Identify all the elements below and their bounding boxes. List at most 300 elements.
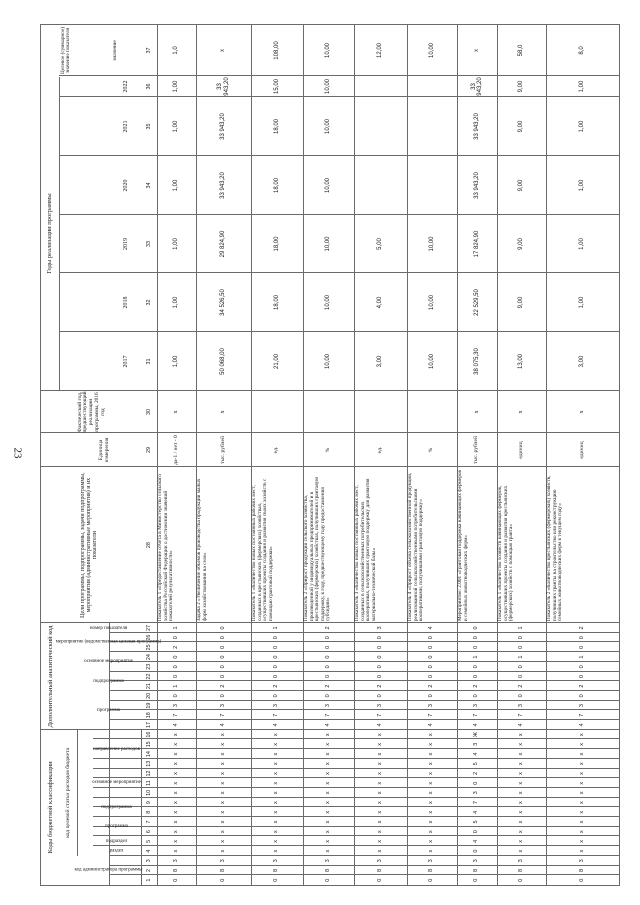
code-cell: х (578, 791, 585, 795)
fact-cell (303, 391, 354, 433)
code-cell: 5 (473, 762, 480, 766)
target-article-header: код целевой статьи расходов бюджета (65, 747, 72, 838)
code-cell: 0 (324, 636, 331, 640)
year-value-2022: 33 943,20 (470, 77, 483, 96)
code-cell: 0 (376, 645, 383, 649)
indicator-num-header (61, 623, 155, 633)
column-number: 18 (146, 712, 153, 719)
code-cell: 0 (324, 878, 331, 882)
column-number: 27 (146, 624, 153, 631)
budget-codes-header: Коды бюджетной классификации (46, 761, 54, 854)
column-number: 24 (146, 654, 153, 661)
code-cell: х (324, 781, 331, 785)
code-cell: 4 (473, 752, 480, 756)
target-value-cell: 12,00 (377, 43, 384, 59)
code-cell: 0 (428, 674, 435, 679)
code-cell: 0 (473, 878, 480, 882)
fact-cell (407, 391, 457, 433)
code-cell: х (219, 830, 226, 834)
year-value-2021: 9,00 (518, 120, 525, 133)
code-cell: х (273, 762, 280, 766)
code-cell: 5 (473, 820, 480, 824)
code-cell: х (172, 752, 179, 756)
code-cell: х (172, 801, 179, 804)
year-value-2020 (407, 156, 457, 215)
code-cell: 2 (578, 684, 585, 688)
code-cell: 3 (473, 704, 480, 708)
code-cell: х (324, 791, 331, 795)
code-cell: 0 (517, 674, 524, 679)
code-cell: 0 (578, 665, 585, 669)
code-cell: 0 (172, 878, 179, 882)
code-cell: х (578, 849, 585, 853)
program2-header (61, 691, 155, 730)
year-value-2020 (354, 156, 407, 215)
column-number: 4 (146, 849, 153, 853)
year-value-2017: 38 075,30 (473, 348, 480, 375)
code-cell: 4 (473, 723, 480, 727)
code-cell: 0 (428, 645, 435, 649)
code-cell: 0 (578, 645, 585, 649)
code-cell: 0 (273, 674, 280, 679)
code-cell: 4 (428, 723, 435, 727)
column-number: 6 (146, 830, 153, 834)
column-number: 21 (146, 683, 153, 690)
column-number: 23 (146, 663, 153, 670)
column-number: 35 (146, 123, 153, 130)
code-cell: 3 (324, 704, 331, 708)
code-cell: х (324, 762, 331, 766)
code-cell: х (517, 772, 524, 775)
subevent-header-text: мероприятие (ведомственная целевая программа) (55, 640, 161, 646)
code-cell: 0 (517, 665, 524, 669)
code-cell: х (219, 820, 226, 824)
code-cell: 0 (219, 626, 226, 630)
code-cell: х (517, 820, 524, 824)
code-cell: х (273, 830, 280, 834)
code-cell: х (578, 752, 585, 756)
unit-cell: тыс. рублей (219, 436, 226, 464)
code-cell: х (376, 733, 383, 737)
year-value-2019: 10,00 (325, 236, 332, 252)
code-cell: 8 (219, 868, 226, 873)
code-cell: 4 (172, 723, 179, 727)
year-value-2022: 33 943,20 (217, 77, 230, 96)
year-value-2018: 4,00 (377, 296, 384, 309)
code-cell: х (219, 752, 226, 756)
year-value-2018: 22 529,50 (473, 289, 480, 316)
code-cell: 0 (172, 636, 179, 640)
code-cell: х (219, 791, 226, 795)
code-cell: 7 (172, 713, 179, 717)
unit-cell: да-1 / нет - 0 (172, 435, 179, 465)
code-cell: х (376, 752, 383, 756)
code-cell: 0 (376, 674, 383, 679)
year-value-2019: 1,00 (579, 238, 586, 250)
code-cell: 0 (219, 655, 226, 659)
code-cell: 4 (219, 723, 226, 727)
code-cell: 0 (324, 665, 331, 669)
target-value-header: Целевое (суммарное) значение показателя (59, 27, 71, 74)
code-cell: х (578, 781, 585, 785)
code-cell: х (273, 810, 280, 814)
year-value-2018: 10,00 (325, 295, 332, 311)
code-cell: х (428, 752, 435, 756)
indicator-num-header-text: номер показателя (89, 625, 127, 631)
code-cell: 0 (578, 674, 585, 679)
indicator-name: Показатель 2 «Количество крестьянских (фермерских) хозяйств, получивших гранты на строительство или реконструкцию семейных животноводческих ферм в текущем году» (546, 475, 564, 622)
code-cell: х (219, 733, 226, 737)
code-cell: х (324, 849, 331, 853)
year-value-2022: 15,00 (273, 79, 280, 95)
code-cell: х (324, 820, 331, 824)
code-cell: 2 (473, 684, 480, 688)
code-cell: 2 (517, 684, 524, 688)
code-cell: 3 (428, 859, 435, 863)
code-cell: 0 (517, 694, 524, 698)
year-value-2018: 10,00 (428, 295, 435, 311)
code-cell: 3 (172, 859, 179, 863)
code-cell: х (172, 820, 179, 824)
unit-cell: % (324, 447, 331, 453)
code-cell: 0 (428, 694, 435, 698)
column-number: 8 (146, 810, 153, 814)
code-cell: 0 (428, 655, 435, 659)
code-cell: х (376, 839, 383, 843)
code-cell: 7 (376, 713, 383, 717)
years-divider (59, 77, 60, 391)
code-cell: 8 (517, 868, 524, 873)
code-cell: 4 (473, 839, 480, 843)
year-value-2019: 29 824,90 (220, 230, 227, 258)
code-cell: х (219, 839, 226, 843)
code-cell: х (517, 801, 524, 804)
code-cell: 0 (473, 674, 480, 679)
code-cell: х (376, 830, 383, 834)
code-cell: х (376, 742, 383, 746)
code-cell: 1 (172, 626, 179, 630)
year-value-2018: 18,00 (273, 295, 280, 311)
code-cell: 0 (324, 645, 331, 649)
code-cell: х (428, 849, 435, 853)
unit-cell: ед. (273, 446, 280, 454)
indicator-name: Показатель 1 «Количество хозяйств начинающих фермеров, осуществивших проекты создания и развития крестьянских (фермерских) хозяйств с помощью гранта» (497, 485, 515, 622)
code-cell: 3 (219, 859, 226, 863)
code-cell: 0 (324, 655, 331, 659)
code-cell: х (376, 810, 383, 814)
column-number: 31 (146, 358, 153, 365)
code-cell: х (172, 810, 179, 814)
code-cell: х (376, 781, 383, 785)
year-value-2020: 18,00 (273, 178, 280, 194)
code-cell: 0 (324, 694, 331, 698)
code-cell: 7 (219, 713, 226, 717)
column-number: 3 (146, 859, 153, 863)
code-cell: х (324, 830, 331, 834)
year-value-2021: 33 943,20 (220, 113, 227, 140)
code-cell: 7 (273, 713, 280, 717)
column-number: 25 (146, 644, 153, 651)
code-cell: х (578, 762, 585, 766)
code-cell: 0 (219, 878, 226, 882)
code-cell: 3 (324, 859, 331, 863)
code-cell: х (273, 820, 280, 824)
code-cell: х (428, 801, 435, 804)
code-cell: х (517, 830, 524, 834)
year-value-2020: 10,00 (325, 178, 332, 194)
year-value-2022: 1,00 (173, 80, 180, 93)
column-number: 5 (146, 839, 153, 843)
code-cell: х (324, 752, 331, 756)
column-number: 28 (146, 542, 153, 549)
indicator-name: Показатель 1 «Предоставление отчета в Министерство сельского хозяйства Российской Федерации о достижении значений показателей результативности» (157, 474, 175, 622)
year-value-2018: 1,00 (173, 296, 180, 309)
code-cell: х (376, 762, 383, 766)
code-cell: х (517, 849, 524, 853)
unit-cell: единиц (517, 441, 524, 459)
year-value-2022: 9,00 (518, 80, 525, 93)
year-value-2022: 10,00 (325, 79, 332, 95)
unit-cell: % (428, 447, 435, 453)
code-cell: 0 (428, 636, 435, 640)
column-number: 34 (146, 182, 153, 189)
code-cell: х (219, 801, 226, 804)
year-value-2019: 1,00 (173, 238, 180, 250)
direction-header-text: направление расходов (92, 746, 140, 752)
column-number: 1 (146, 878, 153, 882)
year-value-2020: 33 943,20 (220, 172, 227, 199)
year-value-2017: 50 068,00 (220, 348, 227, 375)
code-cell: 0 (273, 645, 280, 649)
value-header: значение (112, 40, 119, 61)
code-cell: х (219, 742, 226, 746)
code-cell: 8 (273, 868, 280, 873)
code-cell: 0 (517, 878, 524, 882)
fact-cell: х (473, 410, 480, 414)
year-value-2017: 13,00 (518, 354, 525, 370)
code-cell: 7 (578, 713, 585, 717)
code-cell: 0 (273, 655, 280, 659)
admin-header-text: код администратора программы (73, 867, 143, 873)
code-cell: 3 (473, 859, 480, 863)
year-header-2021: 2021 (122, 120, 129, 133)
code-cell: 0 (273, 636, 280, 640)
code-cell: х (172, 733, 179, 737)
column-number: 10 (146, 789, 153, 796)
code-cell: х (219, 781, 226, 785)
unit-cell: тыс. рублей (473, 436, 480, 464)
code-cell: 1 (517, 655, 524, 659)
column-number: 2 (146, 868, 153, 872)
subevent-header (55, 633, 161, 652)
code-cell: 7 (473, 801, 480, 805)
code-cell: х (578, 820, 585, 824)
target-value-cell: 10,00 (325, 43, 332, 59)
code-cell: х (172, 849, 179, 853)
year-value-2018: 34 526,50 (220, 289, 227, 316)
year-value-2021: 18,00 (273, 119, 280, 135)
target-value-cell: х (473, 49, 480, 52)
code-cell: х (172, 791, 179, 795)
code-cell: 0 (172, 665, 179, 669)
column-number: 11 (146, 780, 153, 786)
column-number: 37 (146, 47, 153, 54)
target-value-cell: 108,00 (273, 41, 280, 60)
code-cell: х (376, 791, 383, 795)
code-cell: 0 (473, 694, 480, 698)
code-cell: х (578, 733, 585, 737)
fact-cell (354, 391, 407, 433)
code-cell: 3 (473, 742, 480, 746)
column-number: 7 (146, 820, 153, 824)
code-cell: 2 (324, 626, 331, 630)
year-value-2019: 17 824,90 (473, 230, 480, 258)
unit-cell: единиц (578, 441, 585, 459)
year-value-2017: 10,00 (325, 354, 332, 370)
code-cell: х (172, 839, 179, 843)
code-cell: 0 (172, 674, 179, 679)
column-number: 19 (146, 702, 153, 709)
code-cell: 0 (473, 665, 480, 669)
code-cell: 0 (473, 645, 480, 649)
code-cell: Ж (473, 732, 480, 738)
code-cell: 0 (376, 636, 383, 640)
column-number: 16 (146, 731, 153, 738)
code-cell: 8 (172, 868, 179, 873)
code-cell: 3 (376, 859, 383, 863)
column-number: 13 (146, 760, 153, 767)
unit-header: Единица измерения (98, 437, 110, 463)
program2-header-text: программа (96, 707, 120, 713)
code-cell: 2 (376, 684, 383, 688)
fact-cell: х (220, 410, 227, 414)
code-cell: 0 (376, 694, 383, 698)
code-cell: х (273, 849, 280, 853)
section-header-text: раздел (109, 848, 123, 854)
scanned-table-frame (40, 24, 620, 886)
code-cell: х (428, 810, 435, 814)
code-cell: х (376, 820, 383, 824)
goals-header: Цели программы, подпрограммы, задачи подпрограммы, мероприятия (административные мероприятия) и их показатели (79, 472, 99, 618)
code-cell: х (172, 781, 179, 785)
indicator-name: Показатель 1 «Количество новых постоянных рабочих мест, созданных в крестьянских (фермерских) хозяйствах, осуществивших проекты создания и развития своих хозяйств с помощью грантовой поддержки» (251, 478, 274, 622)
code-cell: 0 (219, 636, 226, 640)
code-cell: х (428, 830, 435, 834)
code-cell: х (428, 839, 435, 843)
code-cell: х (517, 791, 524, 795)
year-value-2021: 33 943,20 (473, 113, 480, 140)
code-cell: 3 (578, 704, 585, 708)
code-cell: х (428, 733, 435, 737)
code-cell: 0 (376, 878, 383, 882)
code-cell: х (517, 742, 524, 746)
code-cell: 3 (517, 704, 524, 708)
year-value-2021 (354, 97, 407, 156)
indicator-name: Показатель 4 «Прирост объема сельскохозяйственной продукции, реализованной сельскохозяйственными потребительскими кооперативами, получившими грантовую поддержку» (407, 472, 425, 622)
code-cell: х (273, 742, 280, 746)
years-header: Годы реализации программы (45, 193, 53, 274)
code-cell: 3 (273, 704, 280, 708)
code-cell: х (517, 752, 524, 756)
code-cell: х (578, 801, 585, 804)
code-cell: х (324, 742, 331, 746)
indicator-name: Показатель 3 «Количество новых постоянных рабочих мест, созданных в сельскохозяйственных потребительских кооперативах, получивших грантовую поддержку для развития материально-технической базы» (354, 478, 377, 622)
year-header-2018: 2018 (122, 296, 129, 309)
code-cell: х (376, 772, 383, 775)
unit-cell: ед. (376, 446, 383, 454)
code-cell: 1 (578, 655, 585, 659)
year-value-2019: 5,00 (377, 238, 384, 250)
year-value-2020: 9,00 (518, 179, 525, 192)
code-cell: х (376, 801, 383, 804)
subprogram-header-text: подпрограмма (100, 804, 132, 810)
indicator-name: Показатель 2 «Прирост продукции сельского хозяйства, произведенной у индивидуальных предпринимателей и в крестьянских (фермерских) хозяйствах, получивших грантовую поддержку, к году, предшествующему году предоставления субсидии» (303, 476, 332, 622)
year-value-2017: 10,00 (428, 354, 435, 370)
code-cell: 4 (324, 723, 331, 727)
column-number: 9 (146, 801, 153, 805)
code-cell: 8 (324, 868, 331, 873)
event-group-header-text: основное мероприятие (83, 659, 133, 665)
code-cell: х (324, 839, 331, 843)
code-cell: 2 (273, 684, 280, 688)
target-value-cell: 1,0 (173, 46, 180, 55)
code-cell: 7 (473, 713, 480, 717)
code-cell: х (324, 772, 331, 775)
year-header-2017: 2017 (122, 355, 129, 368)
year-value-2020: 33 943,20 (473, 172, 480, 199)
code-cell: х (273, 839, 280, 843)
event-group-header (61, 652, 155, 671)
fact-cell: х (173, 410, 180, 414)
code-cell: х (517, 781, 524, 785)
code-cell: 8 (578, 868, 585, 873)
code-cell: 0 (172, 655, 179, 659)
year-value-2021 (407, 97, 457, 156)
code-cell: х (273, 801, 280, 804)
code-cell: 2 (324, 684, 331, 688)
subsection-header-text: подраздел (105, 838, 127, 844)
year-value-2018: 1,00 (579, 296, 586, 309)
code-cell: 2 (219, 684, 226, 688)
target-value-cell: 8,0 (579, 46, 586, 55)
code-cell: 0 (473, 849, 480, 853)
code-cell: 1 (517, 626, 524, 630)
column-number: 29 (146, 447, 153, 453)
code-cell: 0 (517, 636, 524, 640)
code-cell: 0 (376, 665, 383, 669)
code-cell: 0 (473, 626, 480, 630)
code-cell: 0 (219, 674, 226, 679)
year-value-2017: 3,00 (579, 355, 586, 368)
code-cell: х (273, 772, 280, 775)
code-cell: х (578, 830, 585, 834)
code-cell: 0 (172, 694, 179, 698)
subprogram2-header (61, 672, 155, 691)
year-value-2022 (407, 76, 457, 97)
code-cell: 7 (517, 713, 524, 717)
code-cell: 8 (428, 868, 435, 873)
code-cell: х (517, 733, 524, 737)
code-cell: 0 (219, 694, 226, 698)
code-cell: х (273, 733, 280, 737)
fact-cell (251, 391, 303, 433)
code-cell: 2 (578, 626, 585, 630)
code-cell: х (517, 810, 524, 814)
code-cell: 0 (578, 636, 585, 640)
code-cell: х (172, 772, 179, 775)
code-cell: 3 (273, 859, 280, 863)
code-cell: х (428, 772, 435, 775)
